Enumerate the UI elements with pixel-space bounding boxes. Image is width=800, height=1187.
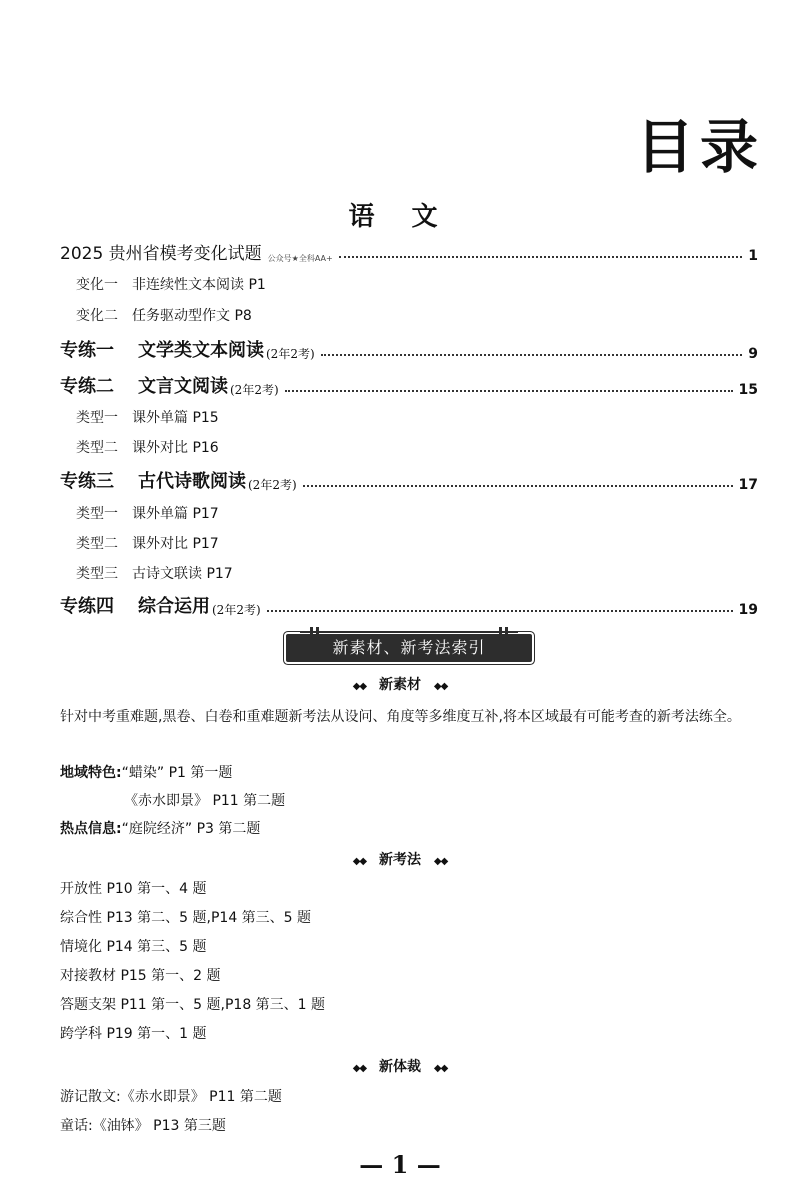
- method-item: 情境化 P14 第三、5 题: [60, 939, 207, 955]
- item-label: 地域特色:: [60, 765, 122, 781]
- genre-item: 游记散文:《赤水即景》 P11 第二题: [60, 1089, 282, 1105]
- sub-entry-tag: 类型一: [76, 410, 118, 426]
- toc-page-number: 15: [738, 382, 758, 398]
- item-label: 热点信息:: [60, 821, 122, 837]
- method-item: 开放性 P10 第一、4 题: [60, 881, 207, 897]
- toc-sub-entry[interactable]: [76, 561, 233, 585]
- toc-entry-title: 2025 贵州省模考变化试题: [60, 244, 262, 264]
- toc-page-number: 17: [738, 477, 758, 493]
- toc-entry-section-4[interactable]: [60, 590, 758, 618]
- diamond-icon: ◆◆: [433, 681, 448, 692]
- diamond-icon: ◆◆: [433, 1063, 448, 1074]
- item-text: “蜡染” P1 第一题: [121, 765, 233, 781]
- item-text: 《赤水即景》 P11 第二题: [124, 793, 286, 809]
- section-label: 专练二: [60, 376, 114, 397]
- leader-dots: [303, 485, 733, 487]
- section-name: 古代诗歌阅读: [138, 471, 246, 492]
- banner-rail: [300, 631, 518, 633]
- page-title: 目录: [635, 113, 764, 181]
- heading-label: 新体裁: [379, 1059, 421, 1075]
- leader-dots: [339, 256, 743, 258]
- sub-entry-tag: 类型三: [76, 566, 118, 582]
- toc-sub-entry[interactable]: [76, 501, 219, 525]
- section-name: 文言文阅读: [138, 376, 228, 397]
- section-note: (2年2考): [212, 603, 261, 617]
- toc-page-number: 1: [748, 248, 758, 264]
- item-text: “庭院经济” P3 第二题: [121, 821, 261, 837]
- heading-label: 新考法: [379, 852, 421, 868]
- toc-sub-entry[interactable]: [76, 303, 252, 327]
- toc-entry-mock-exam[interactable]: [60, 236, 758, 264]
- method-item: 答题支架 P11 第一、5 题,P18 第三、1 题: [60, 997, 326, 1013]
- sub-entry-tag: 类型一: [76, 506, 118, 522]
- index-banner: [286, 634, 532, 662]
- toc-entry-section-3[interactable]: [60, 465, 758, 493]
- sub-entry-text: 任务驱动型作文 P8: [132, 308, 252, 324]
- genre-item: 童话:《油钵》 P13 第三题: [60, 1118, 226, 1134]
- section-label: 专练三: [60, 471, 114, 492]
- method-item: 对接教材 P15 第一、2 题: [60, 968, 221, 984]
- material-item: [60, 762, 232, 784]
- banner-hook: [499, 627, 502, 639]
- toc-entry-section-1[interactable]: [60, 334, 758, 362]
- diamond-icon: ◆◆: [352, 856, 367, 867]
- intro-paragraph: 针对中考重难题,黑卷、白卷和重难题新考法从设问、角度等多维度互补,将本区域最有可能考查的新考法练全。: [60, 709, 741, 725]
- section-note: (2年2考): [248, 478, 297, 492]
- toc-page-number: 19: [738, 602, 758, 618]
- section-label: 专练一: [60, 340, 114, 361]
- new-method-heading: [0, 849, 800, 871]
- section-note: (2年2考): [230, 383, 279, 397]
- page-number: — 1 —: [359, 1150, 441, 1179]
- toc-sub-entry[interactable]: [76, 272, 266, 296]
- sub-entry-tag: 变化二: [76, 308, 118, 324]
- material-item: [124, 790, 285, 812]
- section-label: 专练四: [60, 596, 114, 617]
- sub-entry-tag: 类型二: [76, 440, 118, 456]
- sub-entry-text: 课外对比 P17: [132, 536, 219, 552]
- method-item: 跨学科 P19 第一、1 题: [60, 1026, 207, 1042]
- sub-entry-text: 课外对比 P16: [132, 440, 219, 456]
- sub-entry-tag: 变化一: [76, 277, 118, 293]
- sub-entry-text: 非连续性文本阅读 P1: [132, 277, 266, 293]
- banner-hook: [310, 627, 313, 639]
- sub-entry-tag: 类型二: [76, 536, 118, 552]
- toc-sub-entry[interactable]: [76, 435, 219, 459]
- toc-sub-entry[interactable]: [76, 405, 219, 429]
- banner-hook: [316, 627, 319, 639]
- toc-page-number: 9: [748, 346, 758, 362]
- banner-label: 新素材、新考法索引: [332, 638, 486, 657]
- banner-hook: [505, 627, 508, 639]
- method-item: 综合性 P13 第二、5 题,P14 第三、5 题: [60, 910, 312, 926]
- material-item: [60, 818, 260, 840]
- leader-dots: [321, 354, 743, 356]
- new-genre-heading: [0, 1056, 800, 1078]
- diamond-icon: ◆◆: [352, 1063, 367, 1074]
- toc-entry-section-2[interactable]: [60, 370, 758, 398]
- section-name: 综合运用: [138, 596, 210, 617]
- sub-entry-text: 课外单篇 P15: [132, 410, 219, 426]
- toc-sub-entry[interactable]: [76, 531, 219, 555]
- section-name: 文学类文本阅读: [138, 340, 264, 361]
- sub-entry-text: 古诗文联读 P17: [132, 566, 233, 582]
- new-material-heading: [0, 674, 800, 696]
- diamond-icon: ◆◆: [433, 856, 448, 867]
- watermark-stamp: 公众号★全科AA+: [267, 254, 333, 263]
- leader-dots: [267, 610, 733, 612]
- section-note: (2年2考): [266, 347, 315, 361]
- diamond-icon: ◆◆: [352, 681, 367, 692]
- sub-entry-text: 课外单篇 P17: [132, 506, 219, 522]
- heading-label: 新素材: [379, 677, 421, 693]
- leader-dots: [285, 390, 733, 392]
- subject-heading: 语 文: [348, 202, 452, 232]
